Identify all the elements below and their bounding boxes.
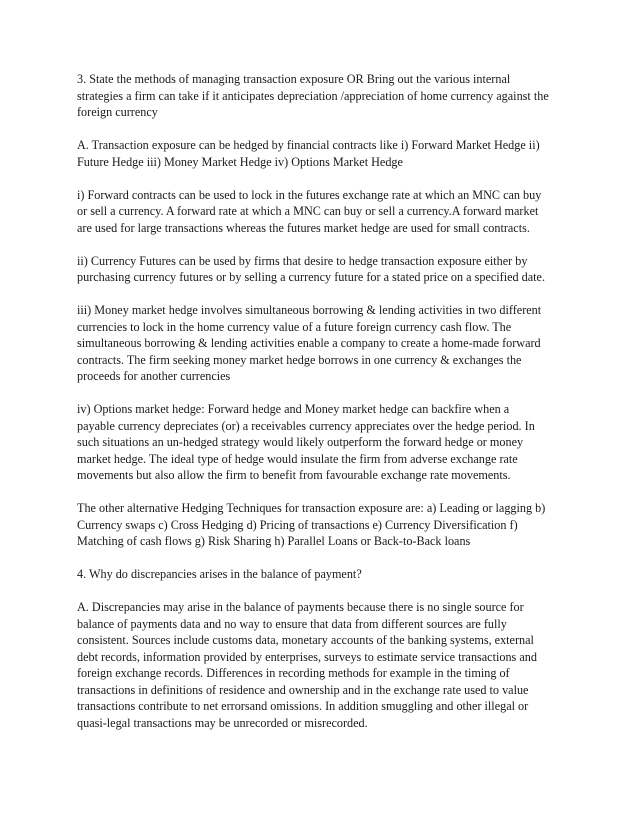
text-line: balance of payments data and no way to ensure that data from different sources are fully: [77, 616, 507, 631]
text-line: Future Hedge iii) Money Market Hedge iv) Options Market Hedge: [77, 154, 403, 169]
text-line: iv) Options market hedge: Forward hedge and Money market hedge can backfire when a: [77, 402, 510, 416]
text-line: Currency swaps c) Cross Hedging d) Pricing of transactions e) Currency Diversification f): [77, 517, 518, 532]
document-page: [77, 71, 573, 748]
text-line: movements but also allow the firm to benefit from favourable exchange rate movements.: [77, 468, 511, 482]
text-line: foreign exchange records. Differences in recording methods for example in the timing of: [77, 666, 510, 680]
text-line: purchasing currency futures or by selling a currency future for a stated price on a specified date.: [77, 270, 546, 284]
text-line: transactions in definitions of residence and ownership and in the exchange rate used to value: [77, 682, 529, 697]
answer-3-intro-paragraph: [77, 137, 573, 170]
text-line: such situations an un-hedged strategy would likely outperform the forward hedge or money: [77, 435, 524, 449]
text-line: A. Discrepancies may arise in the balance of payments because there is no single source for: [77, 600, 524, 614]
text-line: or sell a currency. A forward rate at which a MNC can buy or sell a currency.A forward market: [77, 204, 539, 218]
text-line: Matching of cash flows g) Risk Sharing h) Parallel Loans or Back-to-Back loans: [77, 534, 471, 548]
text-line: debt records, information provided by enterprises, surveys to estimate service transactions and: [77, 649, 537, 664]
text-line: simultaneous borrowing & lending activities enable a company to create a home-made forward: [77, 336, 541, 350]
text-line: consistent. Sources include customs data, monetary accounts of the banking systems, external: [77, 633, 534, 647]
alternative-techniques-paragraph: [77, 500, 573, 550]
currency-futures-paragraph: [77, 253, 573, 286]
answer-4-paragraph: [77, 599, 573, 731]
forward-contracts-paragraph: [77, 187, 573, 237]
text-line: strategies a firm can take if it anticipates depreciation /appreciation of home currency against the: [77, 88, 549, 103]
text-line: A. Transaction exposure can be hedged by financial contracts like i) Forward Market Hedge ii): [77, 138, 540, 152]
money-market-hedge-paragraph: [77, 302, 573, 385]
text-line: ii) Currency Futures can be used by firms that desire to hedge transaction exposure either by: [77, 253, 528, 268]
question-4-paragraph: [77, 566, 573, 583]
question-3-paragraph: [77, 71, 573, 121]
text-line: contracts. The firm seeking money market hedge borrows in one currency & exchanges the: [77, 352, 522, 367]
options-market-hedge-paragraph: [77, 401, 573, 484]
text-line: market hedge. The ideal type of hedge would insulate the firm from adverse exchange rate: [77, 451, 518, 466]
text-line: iii) Money market hedge involves simultaneous borrowing & lending activities in two different: [77, 303, 542, 317]
text-line: 4. Why do discrepancies arises in the balance of payment?: [77, 567, 362, 581]
text-line: quasi-legal transactions may be unrecorded or misrecorded.: [77, 715, 368, 730]
text-line: currencies to lock in the home currency value of a future foreign currency cash flow. The: [77, 319, 512, 334]
text-line: The other alternative Hedging Techniques for transaction exposure are: a) Leading or lagging b): [77, 501, 546, 515]
text-line: payable currency depreciates (or) a receivables currency appreciates over the hedge period. In: [77, 418, 535, 433]
text-line: are used for large transactions whereas the futures market hedge are used for small contracts.: [77, 220, 530, 235]
text-line: 3. State the methods of managing transaction exposure OR Bring out the various internal: [77, 72, 511, 86]
text-line: i) Forward contracts can be used to lock in the futures exchange rate at which an MNC can buy: [77, 187, 542, 202]
text-line: foreign currency: [77, 105, 158, 119]
text-line: proceeds for another currencies: [77, 369, 231, 383]
text-line: transactions contribute to net errorsand omissions. In addition smuggling and other illegal or: [77, 699, 529, 713]
